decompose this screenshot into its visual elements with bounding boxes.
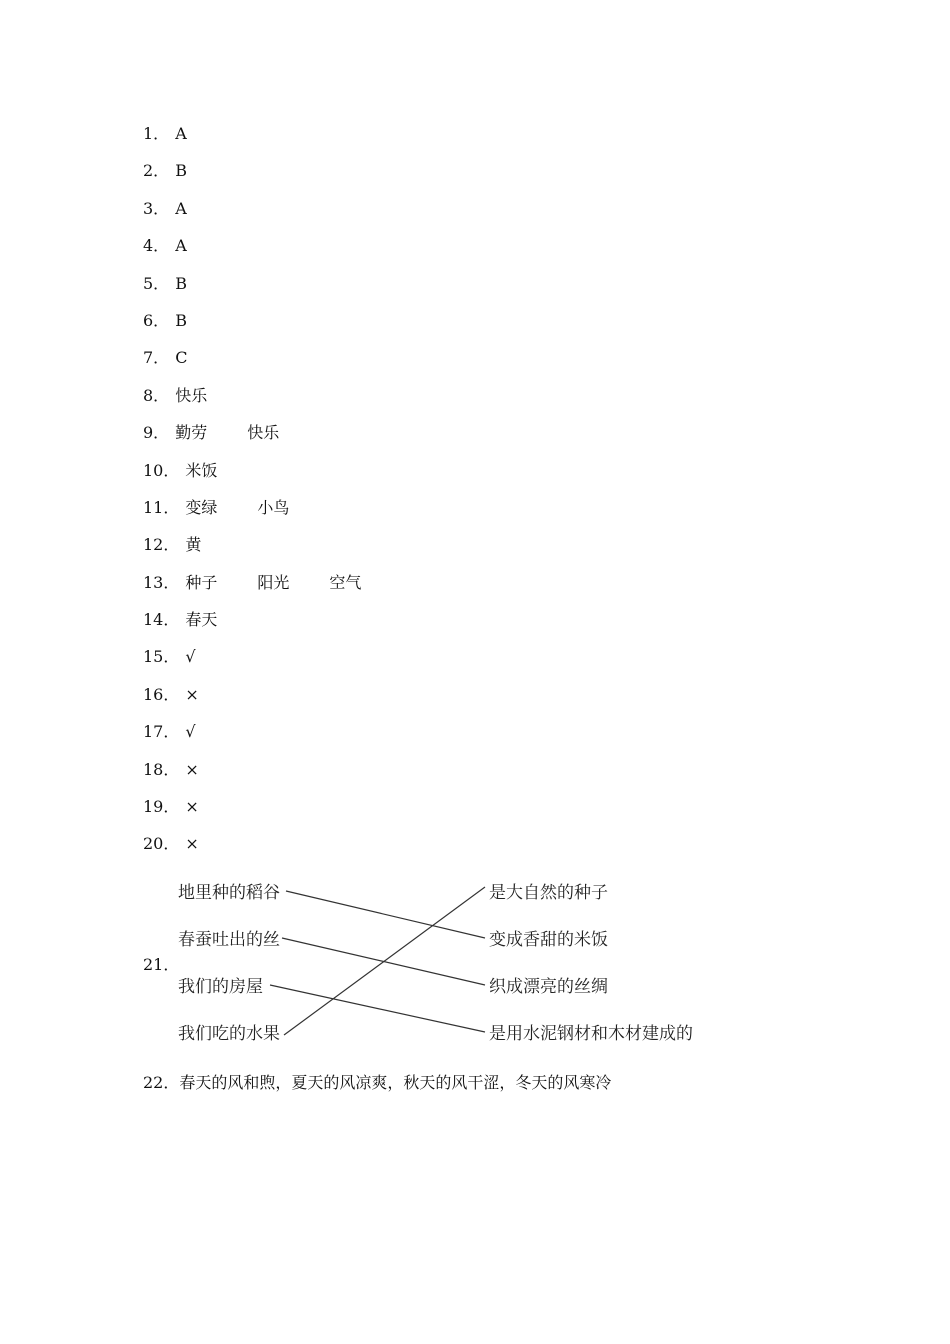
- match-right-item: 是大自然的种子: [489, 883, 608, 903]
- answer-row: [143, 833, 361, 870]
- question-number: 18．: [143, 759, 180, 779]
- answer-value: 黄: [185, 535, 202, 555]
- answer-value: 变绿: [185, 497, 218, 517]
- answer-row: [143, 460, 361, 497]
- answer-row: [143, 123, 361, 160]
- match-left-item: 地里种的稻谷: [178, 883, 280, 903]
- answer-value: 空气: [329, 572, 362, 592]
- answer-value: √: [185, 647, 196, 667]
- question-number: 20．: [143, 834, 180, 854]
- answer-row: [143, 646, 361, 683]
- answer-row: [143, 235, 361, 272]
- answer-row: [143, 385, 361, 422]
- question-number: 13．: [143, 572, 180, 592]
- answer-list: [143, 123, 361, 871]
- question-number: 12．: [143, 535, 180, 555]
- answer-value: B: [175, 273, 187, 293]
- answer-value: 阳光: [257, 572, 290, 592]
- question-number: 2．: [143, 161, 170, 181]
- match-line: [286, 891, 485, 938]
- question-number: 9．: [143, 423, 170, 443]
- answer-row: [143, 310, 361, 347]
- answer-value: ×: [185, 834, 199, 854]
- answer-value: 快乐: [175, 385, 208, 405]
- answer-value: B: [175, 161, 187, 181]
- answer-value: A: [175, 124, 187, 143]
- answer-value: 春天: [185, 610, 218, 630]
- question-number: 19．: [143, 797, 180, 817]
- answer-value: 快乐: [247, 423, 280, 443]
- question-number: 22．: [143, 1073, 180, 1092]
- matching-lines: [0, 868, 950, 1058]
- answer-value: 勤劳: [175, 423, 208, 443]
- question-number: 10．: [143, 460, 180, 480]
- answer-row: [143, 160, 361, 197]
- answer-text: 春天的风和煦，夏天的风凉爽，秋天的风干涩，冬天的风寒冷: [179, 1073, 612, 1092]
- match-left-item: 春蚕吐出的丝: [178, 930, 280, 950]
- answer-row: [143, 422, 361, 459]
- answer-value: C: [175, 348, 188, 368]
- question-number: 6．: [143, 310, 170, 330]
- answer-value: A: [175, 198, 187, 218]
- match-left-item: 我们的房屋: [178, 977, 263, 997]
- answer-row: [143, 609, 361, 646]
- match-line: [284, 887, 485, 1035]
- question-number: 7．: [143, 348, 170, 368]
- question-number: 11．: [143, 497, 180, 517]
- question-number: 17．: [143, 722, 180, 742]
- match-right-item: 变成香甜的米饭: [489, 930, 608, 950]
- matching-question: [0, 868, 950, 1058]
- answer-value: √: [185, 722, 196, 742]
- answer-value: B: [175, 310, 187, 330]
- answer-value: A: [175, 236, 187, 256]
- match-right-item: 是用水泥钢材和木材建成的: [489, 1024, 693, 1044]
- answer-value: 米饭: [185, 460, 218, 480]
- question-number: 4．: [143, 236, 170, 256]
- answer-row: [143, 534, 361, 571]
- question-number: 8．: [143, 385, 170, 405]
- answer-value: ×: [185, 759, 199, 779]
- answer-row: [143, 347, 361, 384]
- question-number: 3．: [143, 198, 170, 218]
- question-22: [143, 1070, 611, 1093]
- question-number: 21．: [143, 955, 180, 974]
- answer-value: ×: [185, 684, 199, 704]
- answer-row: [143, 721, 361, 758]
- question-number: 5．: [143, 273, 170, 293]
- answer-row: [143, 572, 361, 609]
- match-left-item: 我们吃的水果: [178, 1024, 280, 1044]
- answer-row: [143, 684, 361, 721]
- answer-row: [143, 497, 361, 534]
- answer-value: ×: [185, 797, 199, 817]
- match-line: [270, 985, 485, 1032]
- question-number: 14．: [143, 610, 180, 630]
- question-number: 15．: [143, 647, 180, 667]
- question-number: 16．: [143, 684, 180, 704]
- answer-value: 小鸟: [257, 497, 290, 517]
- answer-row: [143, 796, 361, 833]
- answer-row: [143, 273, 361, 310]
- answer-row: [143, 198, 361, 235]
- answer-value: 种子: [185, 572, 218, 592]
- question-number: 1．: [143, 124, 170, 143]
- match-right-item: 织成漂亮的丝绸: [489, 977, 608, 997]
- answer-row: [143, 759, 361, 796]
